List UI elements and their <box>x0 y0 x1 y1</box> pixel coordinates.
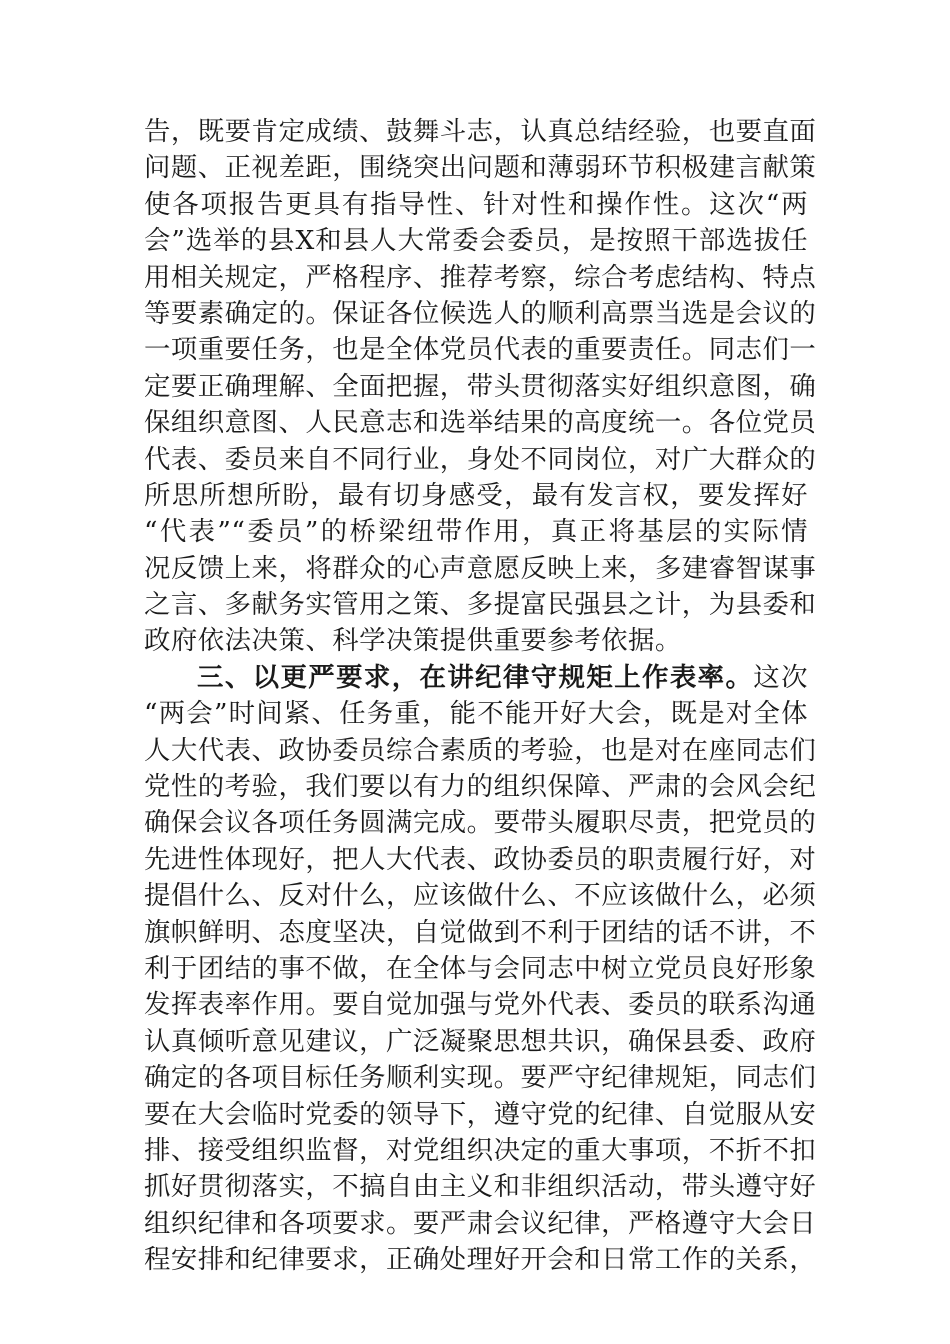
text-line: 况反馈上来，将群众的心声意愿反映上来，多建睿智谋事 <box>144 552 817 584</box>
text-line: 使各项报告更具有指导性、针对性和操作性。这次“两 <box>144 188 808 220</box>
text-line: 人大代表、政协委员综合素质的考验，也是对在座同志们 <box>144 734 817 766</box>
text-line: “代表”“委员”的桥梁纽带作用，真正将基层的实际情 <box>144 516 808 548</box>
text-line: 抓好贯彻落实，不搞自由主义和非组织活动，带头遵守好 <box>144 1171 817 1203</box>
text-line: 之言、多献务实管用之策、多提富民强县之计，为县委和 <box>144 589 817 621</box>
text-line: 会”选举的县X和县人大常委会委员，是按照干部选拔任 <box>144 225 808 257</box>
text-line: 要在大会临时党委的领导下，遵守党的纪律、自觉服从安 <box>144 1098 817 1130</box>
text-line: 等要素确定的。保证各位候选人的顺利高票当选是会议的 <box>144 297 817 329</box>
text-line: 一项重要任务，也是全体党员代表的重要责任。同志们一 <box>144 334 817 366</box>
section-heading: 三、以更严要求，在讲纪律守规矩上作表率。 <box>197 661 754 693</box>
body-text <box>144 114 817 1279</box>
text-line: 政府依法决策、科学决策提供重要参考依据。 <box>144 625 682 657</box>
text-line: 发挥表率作用。要自觉加强与党外代表、委员的联系沟通 <box>144 989 817 1021</box>
text-line: 确定的各项目标任务顺利实现。要严守纪律规矩，同志们 <box>144 1062 817 1094</box>
text-line: 保组织意图、人民意志和选举结果的高度统一。各位党员 <box>144 407 817 439</box>
text-line: 利于团结的事不做，在全体与会同志中树立党员良好形象 <box>144 952 817 984</box>
section-heading-line <box>144 660 808 696</box>
text-line: 认真倾听意见建议，广泛凝聚思想共识，确保县委、政府 <box>144 1025 817 1057</box>
text-line: 所思所想所盼，最有切身感受，最有发言权，要发挥好 <box>144 479 808 511</box>
paragraph-1 <box>144 114 817 660</box>
paragraph-2 <box>144 660 817 1279</box>
text-line: 定要正确理解、全面把握，带头贯彻落实好组织意图，确 <box>144 370 817 402</box>
text-line: 确保会议各项任务圆满完成。要带头履职尽责，把党员的 <box>144 807 817 839</box>
heading-line-tail: 这次 <box>753 661 809 693</box>
text-line: 用相关规定，严格程序、推荐考察，综合考虑结构、特点 <box>144 261 817 293</box>
text-line: 告，既要肯定成绩、鼓舞斗志，认真总结经验，也要直面 <box>144 116 817 147</box>
text-line: 党性的考验，我们要以有力的组织保障、严肃的会风会纪 <box>144 771 817 803</box>
text-line: 旗帜鲜明、态度坚决，自觉做到不利于团结的话不讲，不 <box>144 916 817 948</box>
text-line: 程安排和纪律要求，正确处理好开会和日常工作的关系， <box>144 1244 817 1276</box>
text-line: 代表、委员来自不同行业，身处不同岗位，对广大群众的 <box>144 443 817 475</box>
text-line: “两会”时间紧、任务重，能不能开好大会，既是对全体 <box>144 698 808 730</box>
text-line: 问题、正视差距，围绕突出问题和薄弱环节积极建言献策 <box>144 152 817 184</box>
text-line: 先进性体现好，把人大代表、政协委员的职责履行好，对 <box>144 843 817 875</box>
text-line: 组织纪律和各项要求。要严肃会议纪律，严格遵守大会日 <box>144 1207 817 1239</box>
text-line: 排、接受组织监督，对党组织决定的重大事项，不折不扣 <box>144 1134 817 1166</box>
text-line: 提倡什么、反对什么，应该做什么、不应该做什么，必须 <box>144 880 817 912</box>
